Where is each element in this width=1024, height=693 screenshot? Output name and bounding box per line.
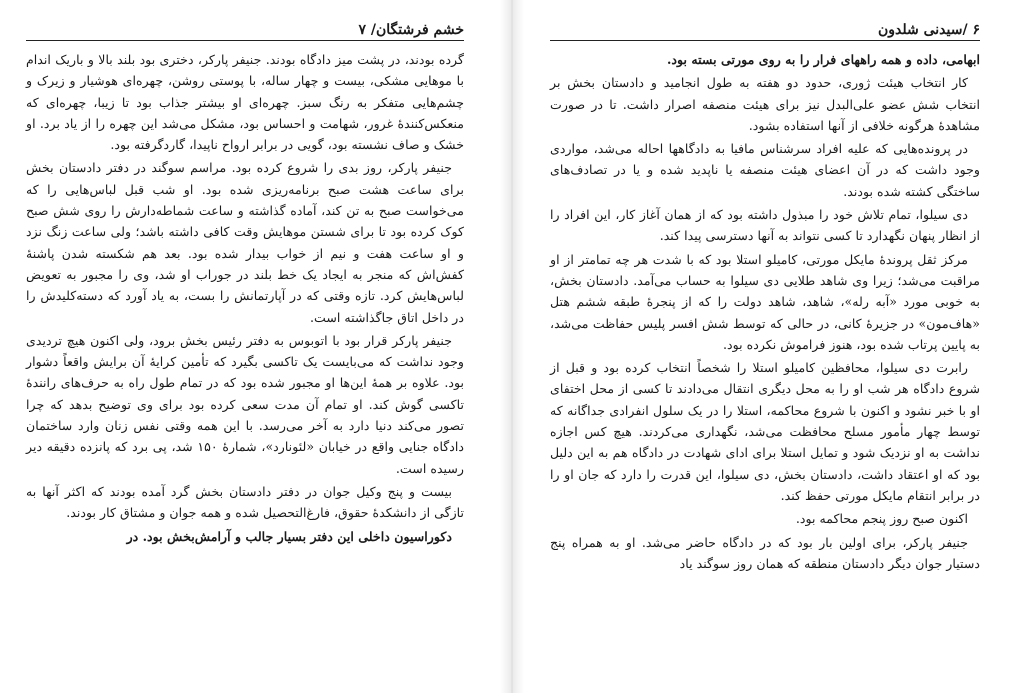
left-paragraph-2: جنیفر پارکر، روز بدی را شروع کرده بود. مراسم سوگند در دفتر دادستان بخش برای ساعت هشت صبح برنامه‌ریزی شده بود. او شب قبل لباس‌هایی را که می‌خواست صبح به تن کند، آماده گذاشته و ساعت شماطه‌دارش را روی شش صبح کوک کرده بود تا برای شستن موهایش وقت کافی داشته باشد؛ ولی ساعت زنگ نزد و او ساعت هفت و نیم از خواب بیدار شده بود. بعد هم شکسته شدن پاشنهٔ کفش‌اش که منجر به ایجاد یک خط بلند در جوراب او شد، وی را مجبور به تعویض لباس‌هایش کرد. تازه وقتی که در آپارتمانش را بست، به یاد آورد که دسته‌کلیدش را در داخل اتاق جاگذاشته است.: [26, 160, 464, 325]
right-paragraph-6: رابرت دی سیلوا، محافظین کامیلو استلا را شخصاً انتخاب کرده بود و قبل از شروع دادگاه هر شب او را به محل دیگری انتقال می‌دادند تا کسی از محل اختفای او با خبر نشود و اکنون با شروع محاکمه، استلا را در یک سلول انفرادی جداگانه که توسط چهار مأمور مسلح محافظت می‌شد، نگهداری می‌کردند. هیچ کس اجازه نداشت به او نزدیک شود و تمایل استلا برای ادای شهادت در دادگاه هم به این دلیل بود که او اعتقاد داشت، دادستان بخش، دی سیلوا، این قدرت را دارد که جان او را در برابر انتقام مایکل مورتی حفظ کند.: [550, 360, 980, 503]
left-paragraph-4: بیست و پنج وکیل جوان در دفتر دادستان بخش گرد آمده بودند که اکثر آنها به تازگی از دانشکدهٔ حقوق، فارغ‌التحصیل شده و همه جوان و مشتاق کار بودند.: [26, 483, 464, 521]
right-paragraph-3: در پرونده‌هایی که علیه افراد سرشناس مافیا به دادگاهها احاله می‌شد، مواردی وجود داشت که در آن اعضای هیئت منصفه یا ناپدید شده و یا در تصادف‌های ساختگی کشته شده بودند.: [550, 141, 980, 199]
left-running-title: خشم فرشتگان/ ۷: [358, 22, 464, 38]
right-page: [512, 0, 1024, 693]
left-paragraph-1: گرده بودند، در پشت میز دادگاه بودند. جنیفر پارکر، دختری بود بلند بالا و باریک اندام با موهایی مشکی، بیست و چهار ساله، با پوستی روشن، چهره‌ای هوشیار و زیرک و چشم‌هایی متفکر به رنگ سبز. چهره‌ای او بیشتر جذاب بود تا زیبا، چهره‌ای که منعکس‌کننده‌ٔ غرور، شهامت و احساس بود، مشکل می‌شد این چهره را از یاد برد. او خشک و صاف نشسته بود، گویی در برابر ارواح ناپیدا، گاردگرفته بود.: [26, 52, 464, 153]
right-page-header: [550, 12, 980, 41]
right-paragraph-8: جنیفر پارکر، برای اولین بار بود که در دادگاه حاضر می‌شد. او به همراه پنج دستیار جوان دیگر دادستان منطقه که همان روز سوگند یاد: [550, 534, 980, 571]
left-paragraph-5: دکوراسیون داخلی این دفتر بسیار جالب و آرامش‌بخش بود. در: [126, 528, 452, 544]
left-page-header: [26, 12, 464, 41]
right-page-body: [550, 49, 980, 574]
right-paragraph-5: مرکز ثقل پروندهٔ مایکل مورتی، کامیلو استلا بود که با شدت هر چه تمامتر از او مراقبت می‌شد؛ زیرا وی شاهد طلایی دی سیلوا به حساب می‌آمد. دادستان بخش، به خوبی مورد «آبه رله»، شاهد، شاهد دولت را که از پنجرهٔ طبقه ششم هتل «هاف‌مون» در جزیرهٔ کانی، در حالی که توسط شش افسر پلیس حفاظت می‌شد، به پایین پرتاب شده بود، هنوز فراموش نکرده بود.: [550, 251, 980, 352]
right-paragraph-7: اکنون صبح روز پنجم محاکمه بود.: [795, 511, 968, 527]
right-paragraph-2: کار انتخاب هیئت ژوری، حدود دو هفته به طول انجامید و دادستان بخش بر انتخاب شش عضو علی‌البدل نیز برای هیئت منصفه اصرار داشت. تا در صورت مشاهدهٔ هرگونه خلافی از آنها استفاده بشود.: [550, 75, 980, 133]
right-paragraph-1: ابهامی، داده و همه راههای فرار را به روی مورتی بسته بود.: [666, 52, 980, 67]
left-page-body: [26, 49, 464, 547]
right-paragraph-4: دی سیلوا، تمام تلاش خود را مبذول داشته بود که از همان آغاز کار، این افراد را از انظار پنهان نگهدارد تا کسی نتواند به آنها دسترسی پیدا کند.: [550, 207, 980, 244]
right-running-title: ۶ /سیدنی شلدون: [877, 22, 980, 38]
left-paragraph-3: جنیفر پارکر قرار بود با اتوبوس به دفتر رئیس بخش برود، ولی اکنون هیچ تردیدی وجود نداشت که می‌بایست یک تاکسی بگیرد که تأمین کرایهٔ آن برایش واقعاً دشوار بود. علاوه بر همهٔ این‌ها او مجبور شده بود که در تمام طول راه به حرف‌های رانندهٔ تاکسی گوش کند. او تمام آن مدت سعی کرده بود برای وی توضیح بدهد که چرا تصور می‌کند دنیا دارد به آخر می‌رسد. با این همه وقتی نفس زنان وارد ساختمان دادگاه جنایی واقع در خیابان «لئونارد»، شمارهٔ ۱۵۰ شد، پی برد که پانزده دقیقه دیر رسیده است.: [26, 332, 464, 476]
